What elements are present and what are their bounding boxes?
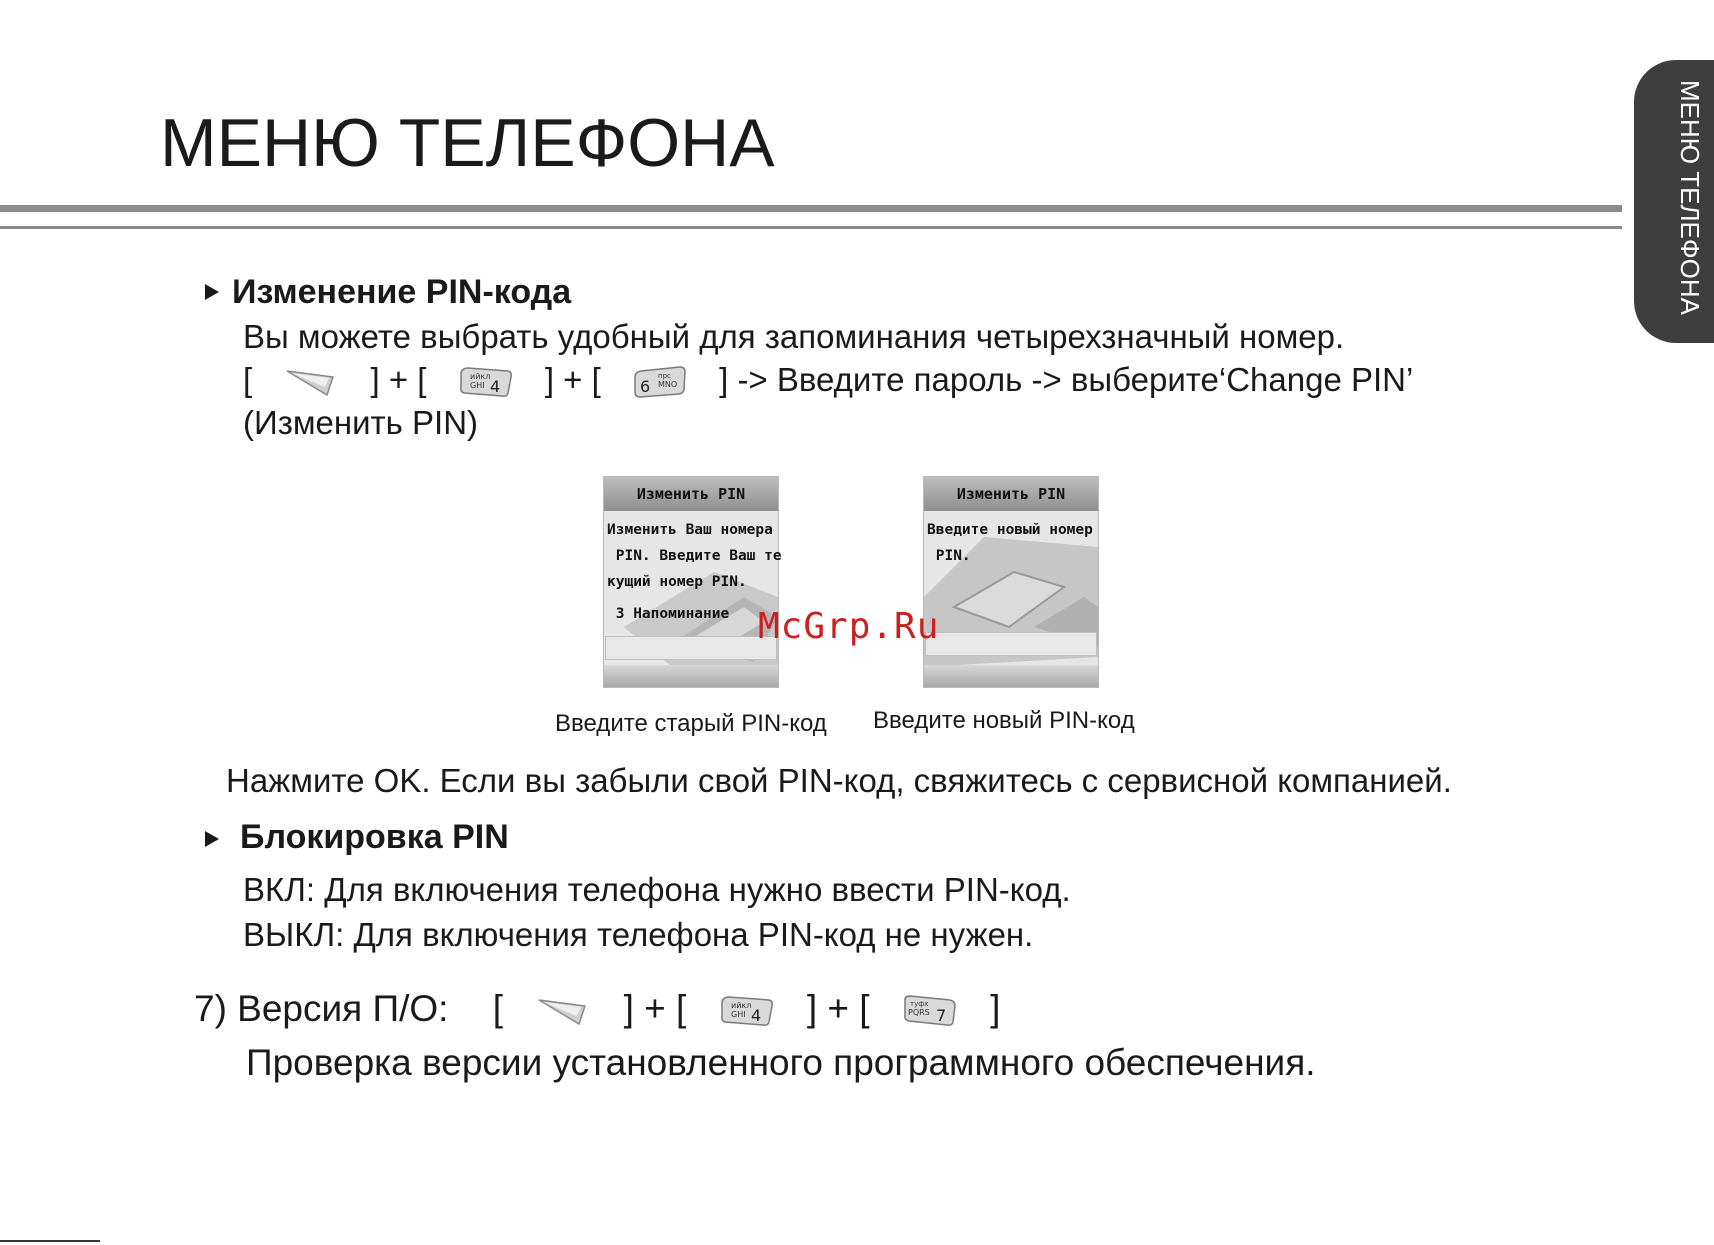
- screen-line: Изменить Ваш номера: [607, 522, 773, 538]
- plus-separator: ] + [: [544, 361, 601, 398]
- key-4-main-label: 4: [489, 377, 500, 397]
- open-bracket: [: [243, 361, 253, 398]
- key-4-icon: [719, 994, 775, 1028]
- open-bracket: [: [492, 988, 503, 1029]
- screen-title: Изменить PIN: [924, 477, 1098, 511]
- key-4-top-label: ийкл: [730, 1001, 751, 1011]
- key-6-icon: [632, 365, 688, 399]
- caption-old-pin: Введите старый PIN-код: [555, 710, 827, 737]
- caption-new-pin: Введите новый PIN-код: [873, 707, 1135, 734]
- plus-separator: ] + [: [806, 988, 870, 1029]
- pin-input-field: [925, 632, 1097, 656]
- pin-change-key-sequence: [243, 361, 1413, 399]
- page-title: МЕНЮ ТЕЛЕФОНА: [160, 105, 775, 181]
- key-7-icon: [902, 994, 958, 1028]
- key-4-top-label: ийкл: [469, 372, 490, 382]
- screen-title: Изменить PIN: [604, 477, 778, 511]
- key-6-top-label: прс: [657, 372, 671, 381]
- pin-input-field: [605, 636, 777, 660]
- version-description: Проверка версии установленного программного обеспечения.: [246, 1042, 1316, 1083]
- bullet-arrow-icon: [205, 284, 219, 300]
- key-6-sub-label: MNO: [657, 380, 678, 390]
- phone-screen-new-pin: [923, 476, 1099, 688]
- key-sequence-tail: ] -> Введите пароль -> выберите‘Change PIN’: [719, 361, 1414, 398]
- footer-rule: [0, 1240, 100, 1242]
- screen-line: PIN.: [927, 548, 971, 564]
- pin-lock-heading: Блокировка PIN: [240, 818, 509, 856]
- screen-line: кущий номер PIN.: [607, 574, 747, 590]
- screen-softkey-bar: [604, 665, 778, 687]
- menu-softkey-icon: [535, 994, 591, 1028]
- screen-softkey-bar: [924, 665, 1098, 687]
- watermark: McGrp.Ru: [758, 606, 940, 647]
- plus-separator: ] + [: [370, 361, 427, 398]
- key-4-main-label: 4: [750, 1006, 761, 1026]
- screen-body: [607, 517, 782, 627]
- pin-change-continuation: (Изменить PIN): [243, 404, 479, 441]
- key-7-sub-label: PQRS: [907, 1008, 930, 1018]
- header-rule-thin: [0, 226, 1622, 229]
- phone-screen-old-pin: [603, 476, 782, 688]
- menu-softkey-icon: [283, 365, 339, 399]
- side-tab: [1634, 60, 1714, 343]
- pin-change-note: Нажмите OK. Если вы забыли свой PIN-код, свяжитесь с сервисной компанией.: [226, 762, 1452, 799]
- pin-change-heading: Изменение PIN-кода: [232, 273, 572, 311]
- side-tab-label: МЕНЮ ТЕЛЕФОНА: [1675, 80, 1705, 316]
- screen-line: PIN. Введите Ваш те: [607, 548, 782, 564]
- pin-change-description: Вы можете выбрать удобный для запоминания четырехзначный номер.: [243, 318, 1345, 355]
- header-rule-thick: [0, 205, 1622, 212]
- bullet-arrow-icon: [205, 831, 219, 847]
- screen-line: Введите новый номер: [927, 522, 1093, 538]
- key-7-top-label: туфх: [909, 1000, 929, 1009]
- version-label: 7) Версия П/О:: [194, 988, 449, 1029]
- key-6-main-label: 6: [639, 377, 651, 397]
- key-7-main-label: 7: [935, 1006, 947, 1026]
- screen-line: 3 Напоминание: [607, 606, 730, 622]
- screen-body: [927, 517, 1097, 569]
- plus-separator: ] + [: [623, 988, 687, 1029]
- key-4-sub-label: GHI: [730, 1010, 746, 1020]
- pin-lock-on-text: ВКЛ: Для включения телефона нужно ввести PIN-код.: [243, 871, 1071, 908]
- key-4-icon: [458, 365, 514, 399]
- pin-lock-off-text: ВЫКЛ: Для включения телефона PIN-код не нужен.: [243, 916, 1034, 953]
- close-bracket: ]: [990, 988, 1001, 1029]
- version-key-sequence: [194, 988, 1000, 1030]
- key-4-sub-label: GHI: [469, 381, 485, 391]
